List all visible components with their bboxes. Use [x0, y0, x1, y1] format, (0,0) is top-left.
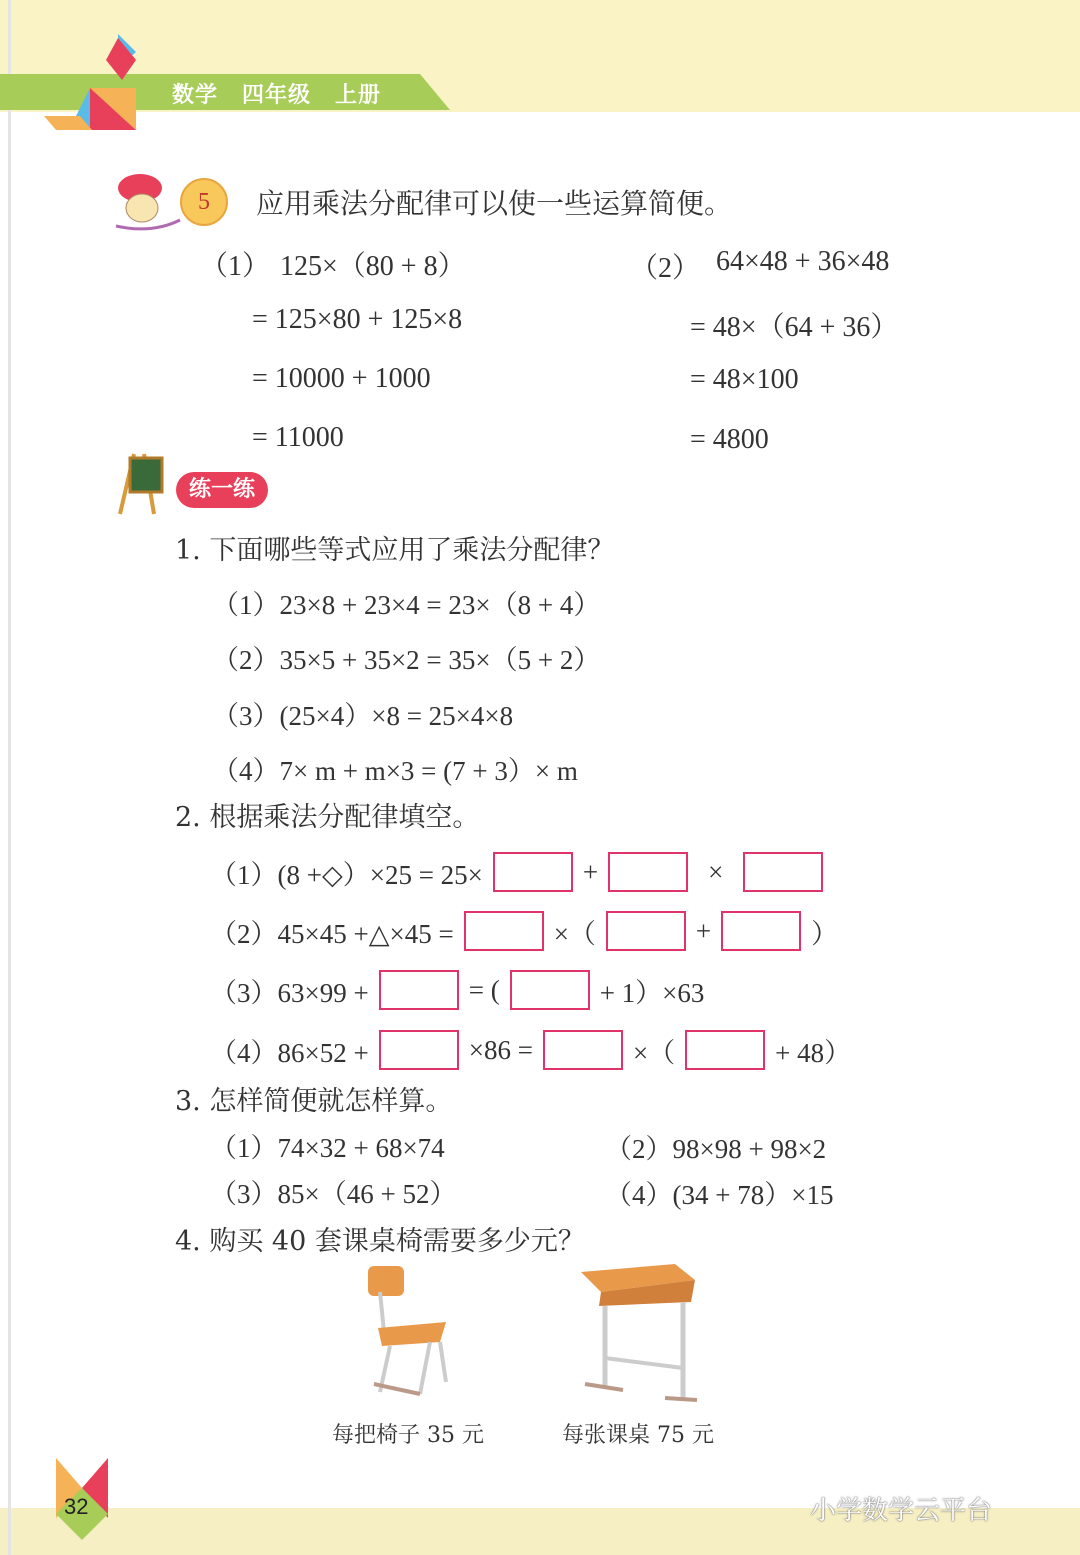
answer-box[interactable] — [685, 1030, 765, 1070]
book-title — [172, 78, 405, 109]
part1-label: （1） — [200, 251, 271, 282]
q2-item-2 — [210, 911, 838, 951]
q2-text: × — [708, 856, 724, 887]
q2-text: + 48） — [775, 1037, 852, 1068]
page-number: 32 — [64, 1494, 89, 1519]
answer-box[interactable] — [379, 1030, 459, 1070]
part2-line: = 48×100 — [690, 364, 799, 395]
tangram-logo-icon — [40, 34, 140, 134]
q2-text: = ( — [468, 974, 500, 1005]
part1-line: = 125×80 + 125×8 — [252, 304, 463, 335]
q3-item: （4）(34 + 78）×15 — [605, 1180, 834, 1210]
example-title: 应用乘法分配律可以使一些运算简便。 — [256, 187, 733, 220]
q2-text: ×86 = — [468, 1034, 533, 1065]
q3-item: （2）98×98 + 98×2 — [605, 1134, 827, 1164]
answer-box[interactable] — [606, 911, 686, 951]
desk-caption: 每张课桌 75 元 — [562, 1423, 714, 1448]
grade: 四年级 — [242, 83, 312, 108]
q2-text: + — [695, 915, 712, 946]
volume: 上册 — [335, 83, 382, 108]
watermark: 小学数学云平台 — [810, 1496, 993, 1526]
chair-image — [360, 1262, 455, 1402]
q2-item-3 — [210, 970, 704, 1010]
answer-box[interactable] — [493, 852, 573, 892]
example-number: 5 — [180, 178, 228, 226]
q2-text: （1）(8 +◇）×25 = 25× — [210, 859, 483, 890]
chair-caption: 每把椅子 35 元 — [332, 1423, 484, 1448]
q2-text: ×（ — [553, 918, 596, 949]
q3-item: （3）85×（46 + 52） — [210, 1179, 457, 1209]
answer-box[interactable] — [721, 911, 801, 951]
q3-item: （1）74×32 + 68×74 — [210, 1133, 445, 1163]
answer-box[interactable] — [743, 852, 823, 892]
answer-box[interactable] — [510, 970, 590, 1010]
mushroom-mascot-icon — [112, 168, 182, 232]
answer-box[interactable] — [608, 852, 688, 892]
question-4-title: 4. 购买 40 套课桌椅需要多少元？ — [175, 1226, 585, 1257]
answer-box[interactable] — [543, 1030, 623, 1070]
q2-text: （2）45×45 +△×45 = — [210, 918, 454, 949]
q2-item-1 — [210, 852, 827, 892]
q1-item: （3）(25×4）×8 = 25×4×8 — [212, 701, 514, 731]
part1-line: = 10000 + 1000 — [252, 363, 431, 394]
q2-text: + 1）×63 — [599, 977, 705, 1008]
answer-box[interactable] — [379, 970, 459, 1010]
part2-line: = 48×（64 + 36） — [690, 312, 899, 343]
part2-line: = 4800 — [690, 424, 769, 455]
subject: 数学 — [172, 83, 219, 108]
question-1-title: 1. 下面哪些等式应用了乘法分配律？ — [175, 535, 615, 566]
q2-item-4 — [210, 1030, 851, 1070]
page-spine — [8, 0, 11, 1555]
q1-item: （1）23×8 + 23×4 = 23×（8 + 4） — [212, 590, 601, 620]
part1-line: = 11000 — [252, 422, 344, 453]
blackboard-easel-icon — [114, 444, 174, 518]
q2-text: （4）86×52 + — [210, 1037, 369, 1068]
question-2-title: 2. 根据乘法分配律填空。 — [175, 802, 480, 833]
q2-text: ×（ — [632, 1037, 676, 1068]
part2-line: 64×48 + 36×48 — [716, 246, 890, 277]
question-3-title: 3. 怎样简便就怎样算。 — [175, 1086, 453, 1117]
answer-box[interactable] — [464, 911, 544, 951]
q2-text: + — [582, 856, 599, 887]
q1-item: （2）35×5 + 35×2 = 35×（5 + 2） — [212, 645, 601, 675]
q2-text: ） — [811, 918, 839, 949]
part1-line: 125×（80 + 8） — [280, 251, 466, 282]
q2-text: （3）63×99 + — [210, 977, 369, 1008]
q1-item: （4）7× m + m×3 = (7 + 3）× m — [212, 756, 578, 786]
part2-label: （2） — [630, 253, 701, 284]
desk-image — [575, 1258, 700, 1413]
practice-badge: 练一练 — [176, 472, 268, 508]
